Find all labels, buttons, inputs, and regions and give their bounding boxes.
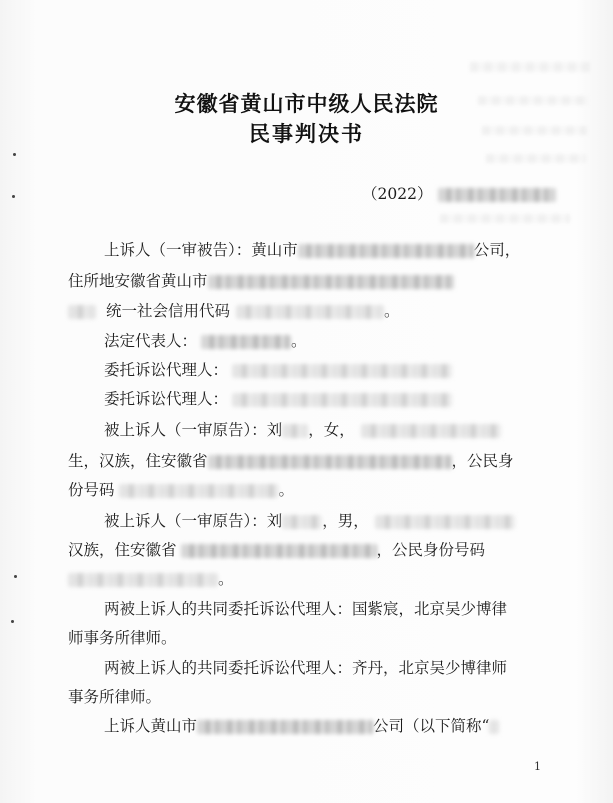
redacted-company-name	[298, 244, 474, 258]
redacted-company-name-2	[197, 720, 373, 734]
case-number	[362, 184, 556, 204]
scan-speck	[11, 620, 14, 623]
party-appellant-line-2: 住所地安徽省黄山市	[68, 271, 454, 291]
joint-agent-1-line-2: 师事务所律师。	[68, 629, 177, 647]
redacted-abbreviation	[489, 720, 499, 734]
redacted-representative	[201, 335, 291, 349]
appellee-1-line-1: 被上诉人（一审原告）：刘 ，女，	[104, 420, 501, 440]
redacted-agent-2	[232, 393, 452, 407]
redacted-appellee-1-birth	[361, 424, 501, 438]
document-type: 民事判决书	[249, 122, 364, 146]
scan-speck	[12, 195, 15, 198]
redacted-appellee-2-name	[282, 515, 322, 529]
redacted-appellee-2-id	[68, 573, 218, 587]
bleed-through	[486, 154, 586, 163]
agent-1: 委托诉讼代理人：	[104, 360, 452, 380]
agent-2: 委托诉讼代理人：	[104, 389, 452, 409]
scan-speck	[13, 153, 16, 156]
redacted-appellee-1-name	[282, 424, 308, 438]
appellee-2-line-1: 被上诉人（一审原告）：刘 ，男，	[104, 511, 515, 531]
appellee-1-line-2: 生，汉族，住安徽省 ，公民身	[68, 452, 514, 470]
redacted-address-tail	[68, 305, 96, 319]
joint-agent-2-line-1: 两被上诉人的共同委托诉讼代理人：齐丹，北京吴少博律师	[104, 659, 508, 677]
redacted-appellee-1-id	[119, 484, 279, 498]
joint-agent-1-line-1: 两被上诉人的共同委托诉讼代理人：国紫宸，北京吴少博律	[104, 600, 508, 618]
page-number: 1	[534, 760, 541, 773]
redacted-credit-code	[236, 305, 384, 319]
redacted-appellee-2-address	[181, 544, 377, 558]
party-appellant-line-3: 统一社会信用代码 。	[68, 301, 400, 321]
redacted-agent-1	[232, 364, 452, 378]
appellee-1-line-3: 份号码 。	[68, 481, 295, 499]
appellee-2-line-2: 汉族，住安徽省 ，公民身份号码	[68, 541, 486, 559]
joint-agent-2-line-2: 事务所律师。	[68, 688, 162, 706]
appellee-2-line-3: 。	[68, 569, 234, 589]
bleed-through	[440, 214, 570, 223]
court-name: 安徽省黄山市中级人民法院	[174, 92, 439, 116]
party-appellant-line-1: 上诉人（一审被告）：黄山市 公司，	[104, 241, 521, 259]
redacted-case-number	[438, 188, 556, 202]
redacted-address	[208, 275, 454, 289]
scan-speck	[14, 575, 17, 578]
redacted-appellee-2-birth	[375, 515, 515, 529]
bleed-through	[470, 62, 590, 72]
appellant-abbreviation: 上诉人黄山市 公司（以下简称“	[104, 716, 499, 736]
legal-representative: 法定代表人： 。	[104, 332, 307, 350]
redacted-appellee-1-address	[208, 455, 452, 469]
case-number-year: （2022）	[362, 185, 433, 203]
